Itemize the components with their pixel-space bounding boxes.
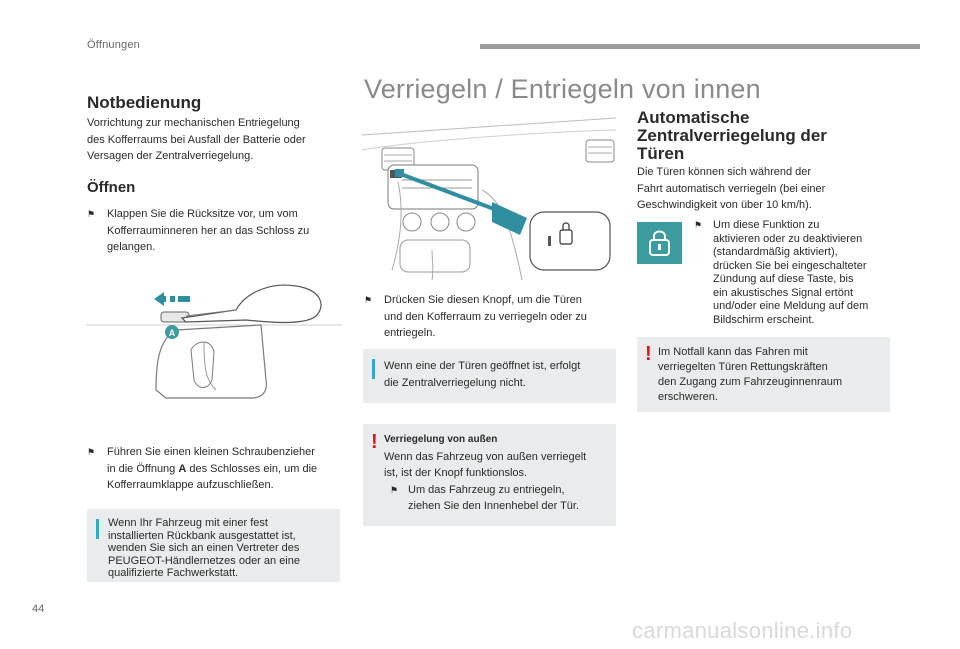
intro-line: Geschwindigkeit von über 10 km/h). bbox=[637, 199, 812, 211]
auto-lock-intro bbox=[637, 164, 897, 214]
bullet-line: Um diese Funktion zu bbox=[713, 219, 820, 231]
info-line: Wenn Ihr Fahrzeug mit einer fest bbox=[108, 517, 268, 529]
lock-button-bullet bbox=[364, 292, 619, 342]
callout-a-label: A bbox=[168, 328, 176, 338]
notbedienung-title: Notbedienung bbox=[87, 93, 202, 112]
title-line: Automatische bbox=[637, 108, 750, 127]
info-line: wenden Sie sich an einen Vertreter des bbox=[108, 542, 300, 554]
bullet-line: entriegeln. bbox=[384, 327, 436, 339]
bullet-text: des Schlosses ein, um die bbox=[186, 462, 318, 475]
bullet-text: in die Öffnung bbox=[107, 462, 179, 475]
main-title: Verriegeln / Entriegeln von innen bbox=[364, 74, 761, 104]
warning-line: erschweren. bbox=[658, 391, 718, 403]
outside-lock-warning-box bbox=[363, 424, 616, 526]
watermark: carmanualsonline.info bbox=[632, 618, 853, 643]
bullet-line: Um das Fahrzeug zu entriegeln, bbox=[408, 483, 565, 496]
info-line: installierten Rückbank ausgestattet ist, bbox=[108, 529, 296, 542]
open-heading: Öffnen bbox=[87, 179, 136, 196]
open-bullet-1 bbox=[87, 206, 347, 256]
title-line: Türen bbox=[637, 144, 685, 163]
section-label: Öffnungen bbox=[87, 39, 140, 51]
info-line: die Zentralverriegelung nicht. bbox=[384, 376, 526, 389]
warning-line: ist, ist der Knopf funktionslos. bbox=[384, 467, 528, 479]
warning-line: Wenn das Fahrzeug von außen verriegelt bbox=[384, 450, 587, 463]
flag-bullet-icon: ⚑ bbox=[364, 295, 373, 305]
page-number: 44 bbox=[32, 603, 45, 615]
warning-line: den Zugang zum Fahrzeuginnenraum bbox=[658, 376, 843, 388]
dashboard-lock-illustration bbox=[362, 110, 616, 280]
bullet-line: Klappen Sie die Rücksitze vor, um vom bbox=[107, 208, 298, 220]
emergency-warning-box bbox=[637, 337, 890, 412]
bullet-line: Führen Sie einen kleinen Schraubenzieher bbox=[107, 446, 315, 458]
bullet-line: (standardmäßig aktiviert), bbox=[713, 246, 838, 258]
intro-line: Die Türen können sich während der bbox=[637, 166, 812, 178]
lock-button-tile bbox=[637, 222, 682, 264]
warning-line: verriegelten Türen Rettungskräften bbox=[658, 361, 828, 373]
flag-bullet-icon: ⚑ bbox=[390, 484, 399, 495]
flag-bullet-icon: ⚑ bbox=[87, 447, 96, 457]
info-bar-icon bbox=[372, 359, 375, 379]
notbedienung-intro bbox=[87, 115, 347, 165]
warning-title: Verriegelung von außen bbox=[384, 434, 498, 445]
bullet-line: und/oder eine Meldung auf dem bbox=[713, 300, 869, 312]
bullet-line: Bildschirm erscheint. bbox=[713, 313, 815, 326]
auto-lock-title bbox=[637, 109, 877, 163]
bullet-line: Zündung auf diese Taste, bis bbox=[713, 273, 854, 285]
info-line: PEUGEOT-Händlernetzes oder an eine bbox=[108, 554, 300, 567]
bullet-line: ein akustisches Signal ertönt bbox=[713, 286, 854, 299]
bullet-line: ziehen Sie den Innenhebel der Tür. bbox=[408, 500, 580, 512]
bullet-line: gelangen. bbox=[107, 241, 156, 253]
bullet-line: und den Kofferraum zu verriegeln oder zu bbox=[384, 310, 587, 323]
padlock-icon bbox=[637, 222, 682, 264]
header-bar bbox=[480, 44, 920, 49]
title-line: Zentralverriegelung der bbox=[637, 126, 827, 145]
bullet-line: Kofferrauminneren her an das Schloss zu bbox=[107, 224, 310, 237]
exclamation-icon: ! bbox=[645, 343, 652, 365]
flag-bullet-icon: ⚑ bbox=[87, 209, 96, 219]
bullet-line: Kofferraumklappe aufzuschließen. bbox=[107, 479, 274, 491]
open-bullet-2 bbox=[87, 444, 352, 494]
bullet-line: Drücken Sie diesen Knopf, um die Türen bbox=[384, 294, 582, 306]
intro-line: Fahrt automatisch verriegeln (bei einer bbox=[637, 182, 826, 195]
intro-line: des Kofferraums bei Ausfall der Batterie oder bbox=[87, 133, 306, 146]
warning-bullet bbox=[384, 482, 614, 515]
warning-line: Im Notfall kann das Fahren mit bbox=[658, 346, 808, 358]
info-line: qualifizierte Fachwerkstatt. bbox=[108, 567, 239, 579]
intro-line: Versagen der Zentralverriegelung. bbox=[87, 150, 254, 162]
bullet-line bbox=[107, 461, 352, 478]
info-bar-icon bbox=[96, 519, 99, 539]
bullet-line: aktivieren oder zu deaktivieren bbox=[713, 232, 863, 245]
callout-a-reference: A bbox=[178, 462, 187, 475]
flag-bullet-icon: ⚑ bbox=[694, 220, 703, 230]
trunk-lock-illustration bbox=[86, 280, 342, 400]
exclamation-icon: ! bbox=[371, 431, 378, 453]
intro-line: Vorrichtung zur mechanischen Entriegelung bbox=[87, 117, 300, 129]
bullet-line: drücken Sie bei eingeschalteter bbox=[713, 259, 867, 272]
auto-lock-bullet bbox=[694, 219, 904, 327]
door-open-info-box bbox=[363, 349, 616, 403]
info-line: Wenn eine der Türen geöffnet ist, erfolgt bbox=[384, 360, 581, 372]
rear-bench-info-box bbox=[87, 509, 340, 582]
